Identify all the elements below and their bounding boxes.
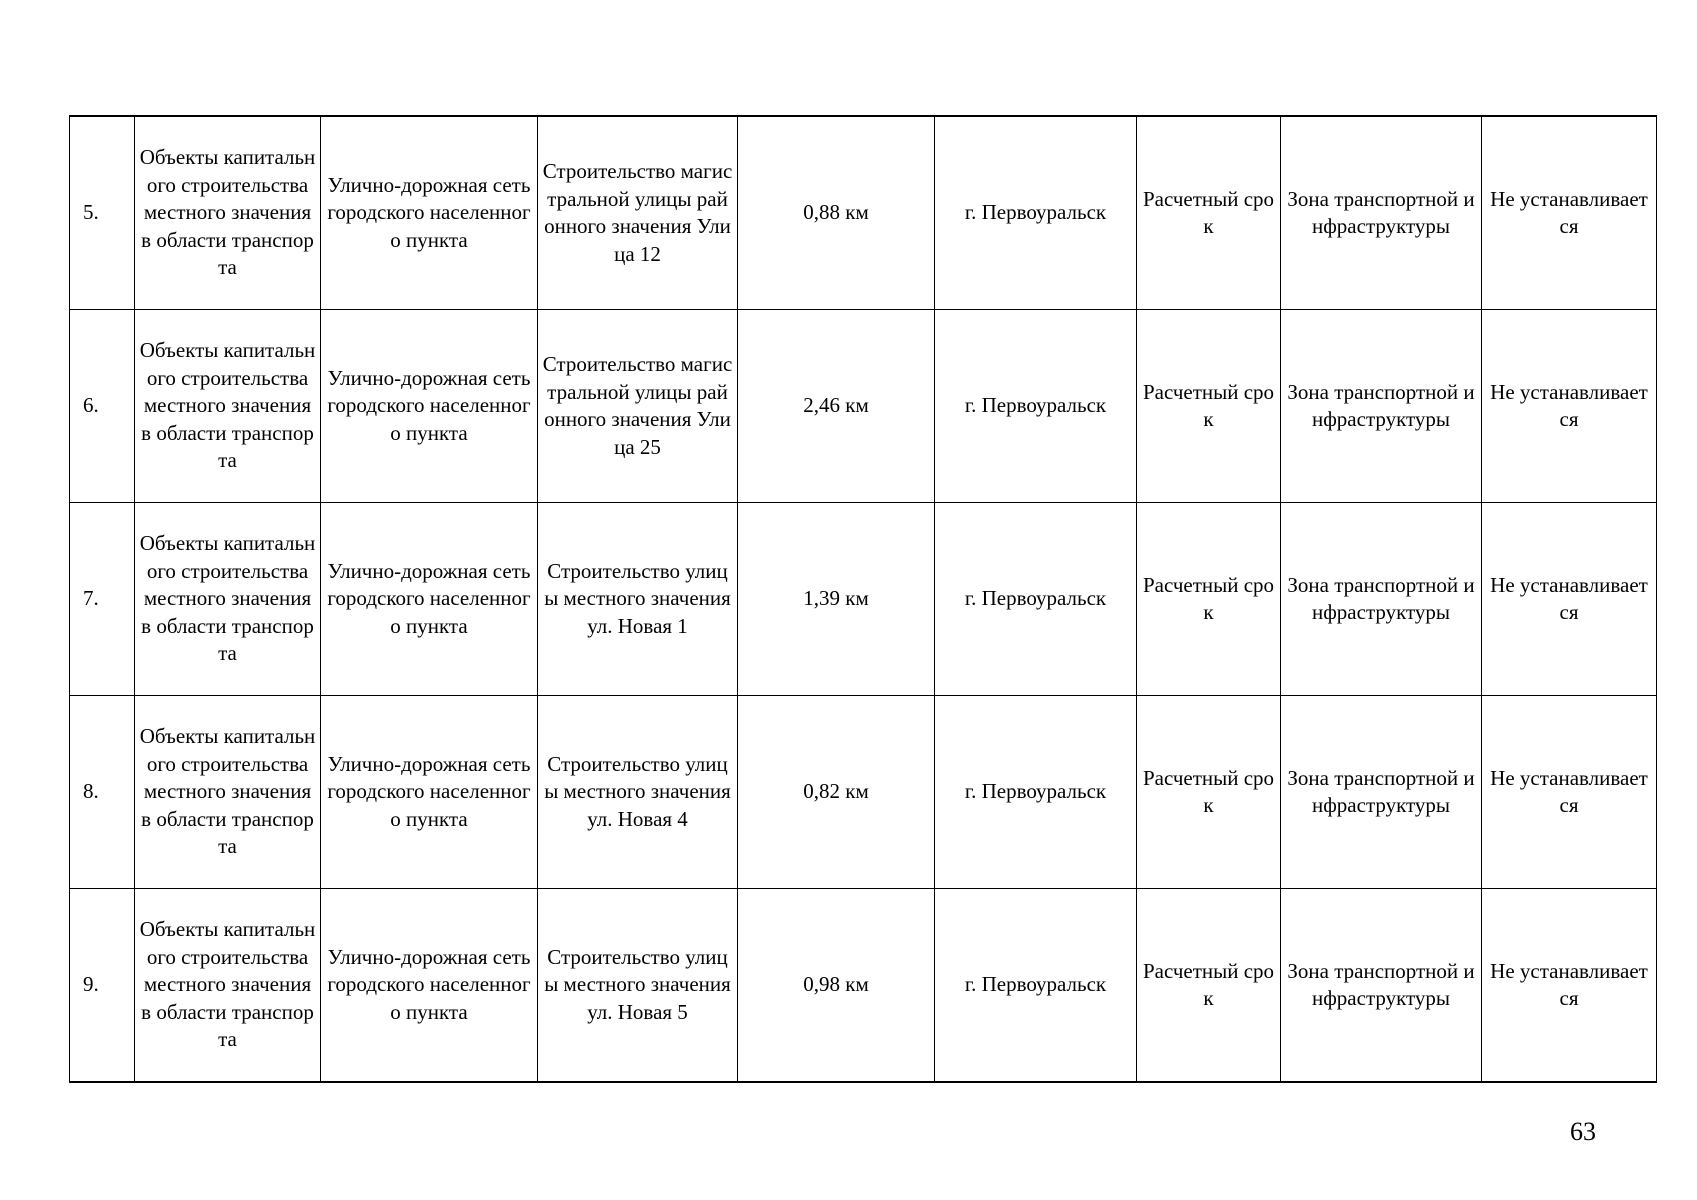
object-type: Улично-дорожная сеть городского населенного пункта	[321, 310, 538, 503]
object-length: 1,39 км	[738, 503, 935, 696]
object-description: Строительство улицы местного значения ул. Новая 5	[538, 889, 738, 1083]
object-location: г. Первоуральск	[935, 889, 1137, 1083]
object-description: Строительство магистральной улицы районного значения Улица 12	[538, 116, 738, 310]
object-location: г. Первоуральск	[935, 116, 1137, 310]
object-restriction: Не устанавливается	[1482, 310, 1657, 503]
object-restriction: Не устанавливается	[1482, 503, 1657, 696]
object-description: Строительство улицы местного значения ул. Новая 4	[538, 696, 738, 889]
object-category: Объекты капитального строительства местного значения в области транспорта	[135, 503, 321, 696]
object-type: Улично-дорожная сеть городского населенного пункта	[321, 696, 538, 889]
object-type: Улично-дорожная сеть городского населенного пункта	[321, 503, 538, 696]
object-term: Расчетный срок	[1137, 889, 1281, 1083]
object-type: Улично-дорожная сеть городского населенного пункта	[321, 116, 538, 310]
row-number: 9.	[70, 889, 135, 1083]
object-term: Расчетный срок	[1137, 503, 1281, 696]
row-number: 7.	[70, 503, 135, 696]
object-category: Объекты капитального строительства местного значения в области транспорта	[135, 310, 321, 503]
object-category: Объекты капитального строительства местного значения в области транспорта	[135, 889, 321, 1083]
object-zone: Зона транспортной инфраструктуры	[1281, 310, 1482, 503]
object-category: Объекты капитального строительства местного значения в области транспорта	[135, 696, 321, 889]
object-length: 0,82 км	[738, 696, 935, 889]
object-zone: Зона транспортной инфраструктуры	[1281, 503, 1482, 696]
object-length: 2,46 км	[738, 310, 935, 503]
object-length: 0,88 км	[738, 116, 935, 310]
object-zone: Зона транспортной инфраструктуры	[1281, 116, 1482, 310]
table-row	[70, 503, 1657, 696]
object-location: г. Первоуральск	[935, 310, 1137, 503]
object-type: Улично-дорожная сеть городского населенного пункта	[321, 889, 538, 1083]
object-description: Строительство улицы местного значения ул. Новая 1	[538, 503, 738, 696]
object-term: Расчетный срок	[1137, 310, 1281, 503]
object-location: г. Первоуральск	[935, 696, 1137, 889]
object-zone: Зона транспортной инфраструктуры	[1281, 696, 1482, 889]
object-restriction: Не устанавливается	[1482, 696, 1657, 889]
table-row	[70, 116, 1657, 310]
object-term: Расчетный срок	[1137, 696, 1281, 889]
object-term: Расчетный срок	[1137, 116, 1281, 310]
table-row	[70, 889, 1657, 1083]
row-number: 6.	[70, 310, 135, 503]
objects-table	[69, 115, 1657, 1083]
object-length: 0,98 км	[738, 889, 935, 1083]
table-row	[70, 696, 1657, 889]
object-zone: Зона транспортной инфраструктуры	[1281, 889, 1482, 1083]
row-number: 5.	[70, 116, 135, 310]
object-description: Строительство магистральной улицы районного значения Улица 25	[538, 310, 738, 503]
object-restriction: Не устанавливается	[1482, 889, 1657, 1083]
object-category: Объекты капитального строительства местного значения в области транспорта	[135, 116, 321, 310]
page-number: 63	[1570, 1117, 1596, 1146]
row-number: 8.	[70, 696, 135, 889]
object-restriction: Не устанавливается	[1482, 116, 1657, 310]
table-row	[70, 310, 1657, 503]
object-location: г. Первоуральск	[935, 503, 1137, 696]
